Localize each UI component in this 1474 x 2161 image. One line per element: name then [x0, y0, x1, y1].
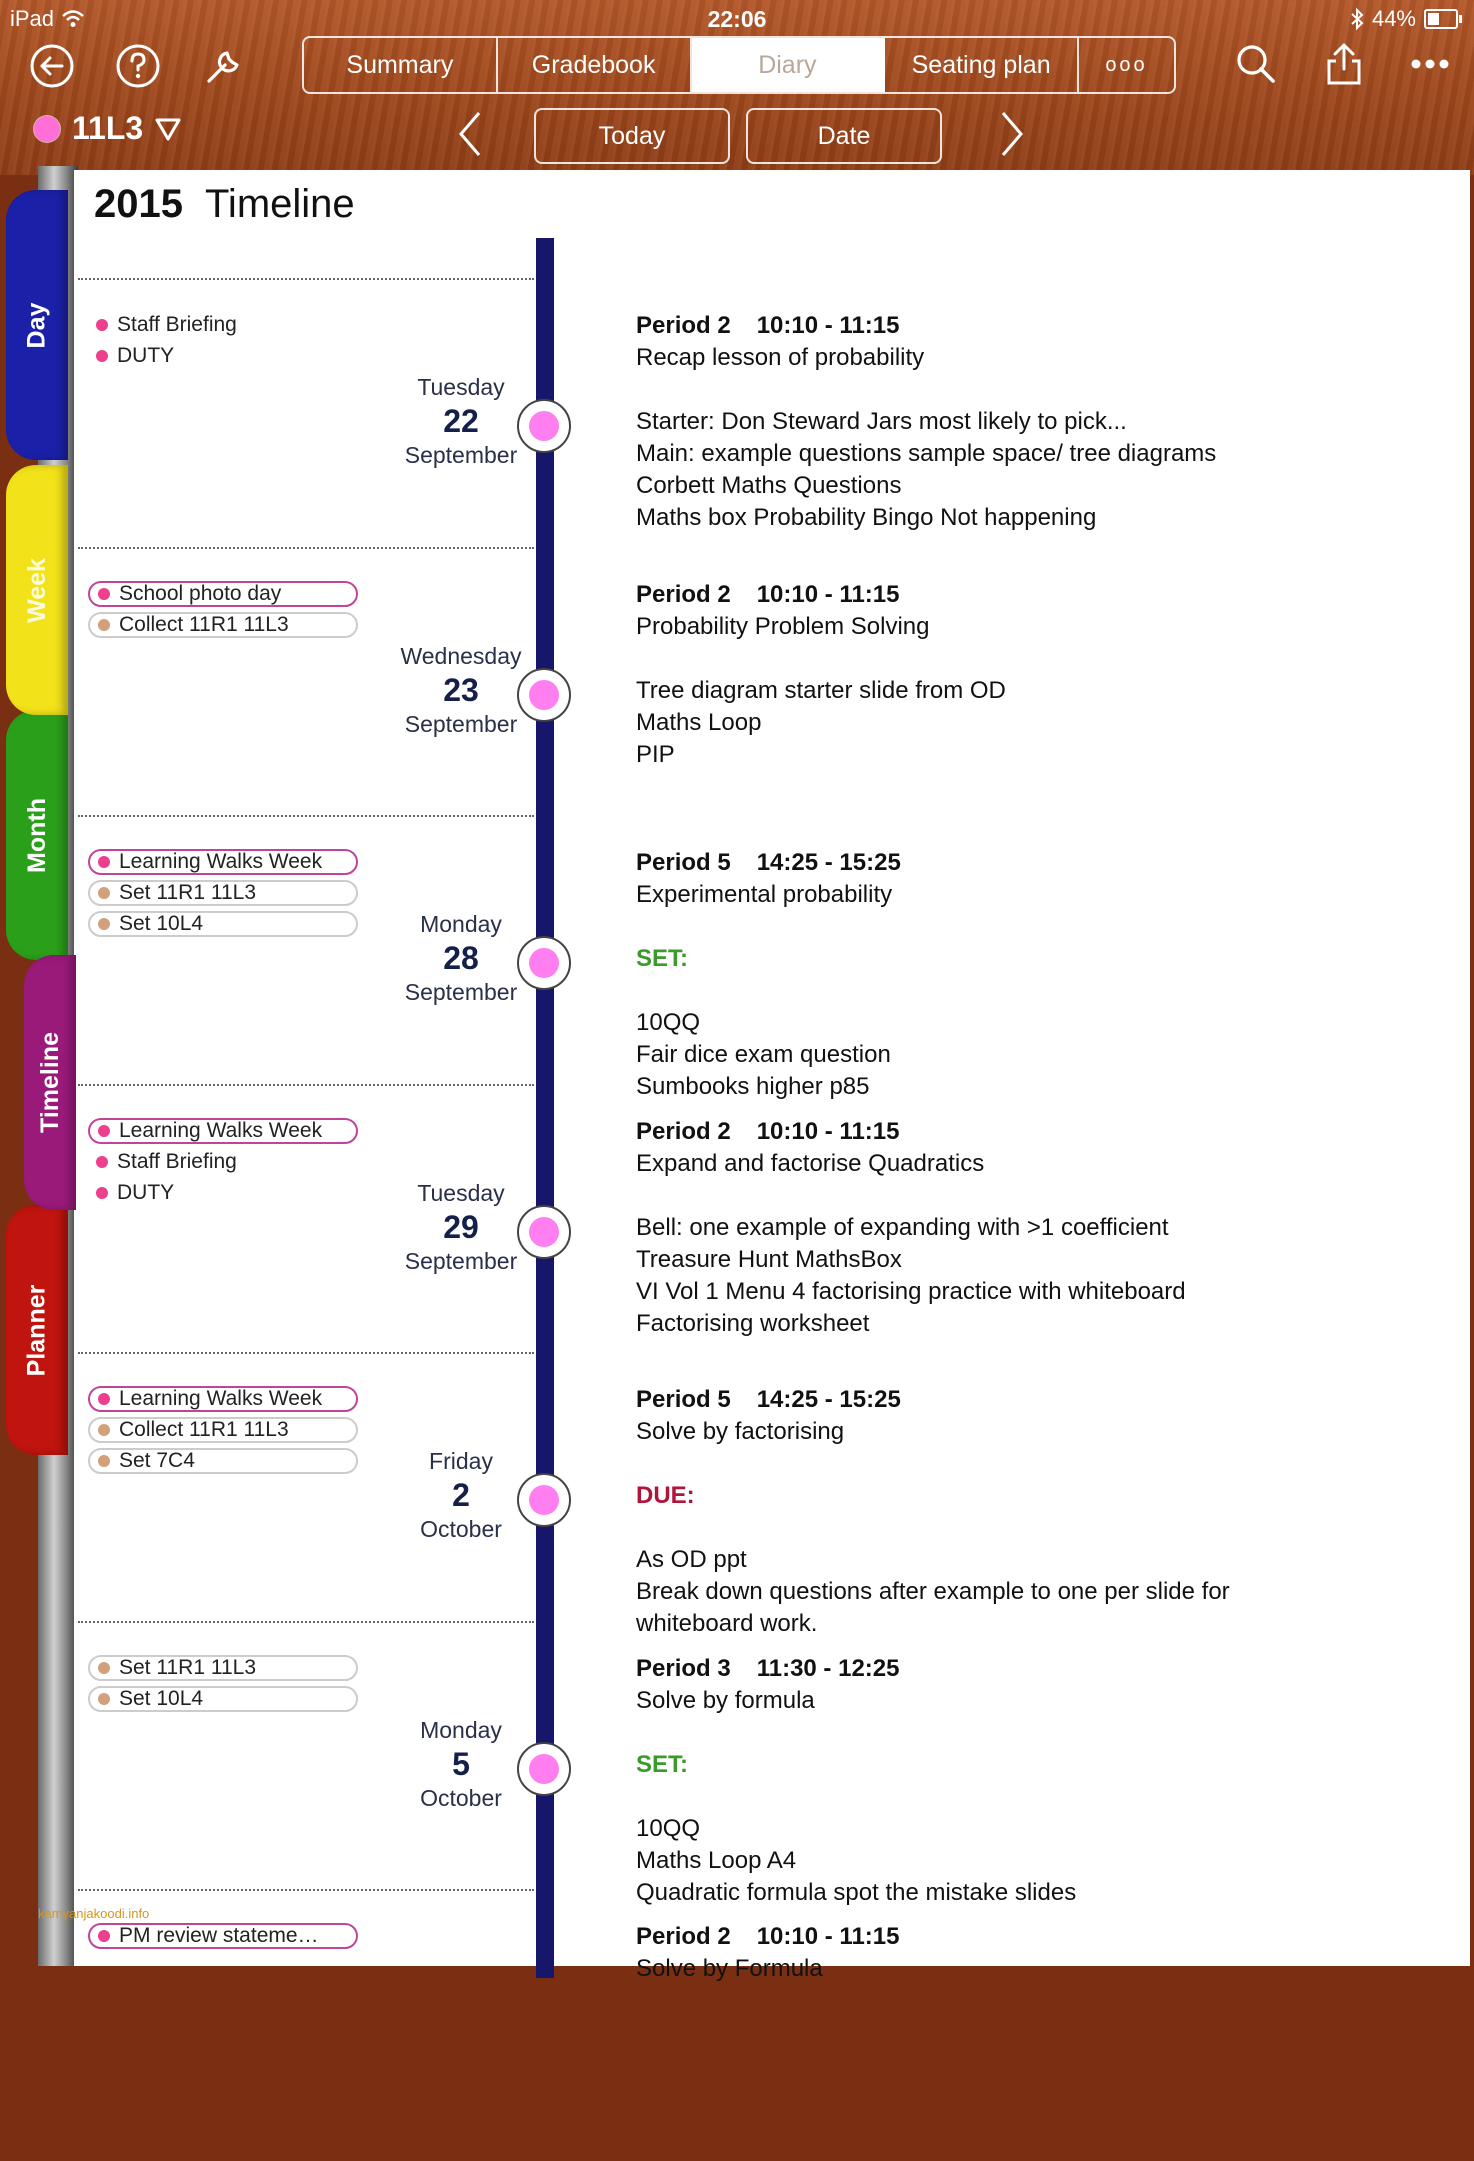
lesson-line: whiteboard work. — [636, 1610, 818, 1637]
period-time: 10:10 - 11:15 — [756, 1118, 900, 1145]
day-divider — [78, 815, 534, 817]
event-label: Set 7C4 — [119, 1449, 195, 1472]
battery-icon — [1424, 9, 1458, 29]
timeline-day[interactable] — [74, 1356, 1470, 1637]
lesson-set-label: SET: — [636, 945, 689, 972]
day-events — [88, 1655, 368, 1717]
period-time: 11:30 - 12:25 — [756, 1655, 900, 1682]
timeline-page — [74, 170, 1470, 1982]
event-label: Staff Briefing — [117, 1150, 237, 1173]
lesson-due-label: DUE: — [636, 1482, 695, 1509]
search-icon[interactable] — [1228, 36, 1284, 92]
day-divider — [78, 547, 534, 549]
event-item[interactable] — [88, 1655, 358, 1681]
event-label: Set 10L4 — [119, 1687, 204, 1710]
event-dot-icon — [98, 1393, 110, 1405]
lesson-line: Sumbooks higher p85 — [636, 1073, 870, 1100]
lesson-line — [636, 1180, 1416, 1212]
clock: 22:06 — [707, 6, 767, 32]
lesson-line: Starter: Don Steward Jars most likely to pick... — [636, 408, 1127, 435]
day-events — [88, 1923, 368, 1954]
watermark: kamyanjakoodi.info — [38, 1906, 150, 1921]
lesson-notes[interactable] — [636, 1116, 1416, 1352]
day-events — [88, 849, 368, 942]
lesson-line: Maths Loop A4 — [636, 1847, 797, 1874]
event-dot-icon — [98, 1693, 110, 1705]
date-button[interactable]: Date — [746, 108, 942, 164]
day-divider — [78, 1084, 534, 1086]
month-name: September — [404, 442, 518, 468]
wrench-icon[interactable] — [196, 38, 252, 94]
day-of-week: Tuesday — [417, 1180, 505, 1206]
event-label: Set 11R1 11L3 — [119, 1656, 256, 1679]
event-dot-icon — [98, 856, 110, 868]
event-dot-icon — [98, 1424, 110, 1436]
event-label: Collect 11R1 11L3 — [119, 1418, 289, 1441]
event-dot-icon — [98, 588, 110, 600]
event-item[interactable] — [88, 1686, 358, 1712]
page-title — [94, 182, 355, 227]
lesson-notes[interactable] — [636, 1384, 1416, 1637]
event-item[interactable] — [88, 911, 358, 937]
event-label: Collect 11R1 11L3 — [119, 613, 289, 636]
event-label: DUTY — [117, 344, 175, 367]
more-icon[interactable] — [1402, 36, 1458, 92]
lesson-line: Corbett Maths Questions — [636, 472, 902, 499]
day-number: 29 — [443, 1209, 479, 1245]
tab-seating-plan[interactable]: Seating plan — [885, 38, 1079, 92]
event-item[interactable] — [88, 1180, 368, 1206]
day-divider — [78, 1621, 534, 1623]
event-dot-icon — [98, 619, 110, 631]
lesson-line: Maths Loop — [636, 709, 762, 736]
lesson-line: Solve by Formula — [636, 1955, 823, 1982]
lesson-line — [636, 643, 1416, 675]
period-time: 14:25 - 15:25 — [756, 849, 901, 876]
main-tabs — [302, 36, 1176, 94]
app-header — [0, 0, 1474, 175]
day-of-week: Monday — [420, 911, 502, 937]
day-of-week: Tuesday — [417, 374, 505, 400]
event-label: Learning Walks Week — [119, 1387, 323, 1410]
device-name: iPad — [10, 6, 55, 31]
event-label: Learning Walks Week — [119, 1119, 323, 1142]
event-dot-icon — [96, 350, 108, 362]
lesson-notes[interactable] — [636, 310, 1416, 546]
period-time: 14:25 - 15:25 — [756, 1386, 901, 1413]
day-number: 23 — [443, 672, 479, 708]
lesson-line: Recap lesson of probability — [636, 344, 925, 371]
period-time: 10:10 - 11:15 — [756, 581, 900, 608]
class-name: 11L3 — [72, 110, 144, 146]
lesson-period — [636, 1653, 1416, 1685]
side-tab-day[interactable]: Day — [6, 190, 68, 460]
day-divider — [78, 1352, 534, 1354]
month-name: September — [404, 979, 518, 1005]
event-dot-icon — [98, 887, 110, 899]
event-label: DUTY — [117, 1181, 175, 1204]
battery-percent: 44% — [1371, 6, 1416, 31]
today-button[interactable]: Today — [534, 108, 730, 164]
event-item[interactable] — [88, 1386, 358, 1412]
event-label: School photo day — [119, 582, 282, 605]
lesson-line: Break down questions after example to one per slide for — [636, 1578, 1230, 1605]
timeline-day[interactable] — [74, 1625, 1470, 1906]
month-name: October — [420, 1516, 502, 1542]
event-item[interactable] — [88, 880, 358, 906]
lesson-line: Main: example questions sample space/ tree diagrams — [636, 440, 1217, 467]
class-selector[interactable] — [34, 110, 181, 147]
timeline-node-icon[interactable] — [517, 1473, 571, 1527]
event-item[interactable] — [88, 1448, 358, 1474]
tab-summary[interactable]: Summary — [304, 38, 498, 92]
event-dot-icon — [98, 1455, 110, 1467]
day-divider — [78, 278, 534, 280]
day-of-week: Wednesday — [400, 643, 522, 669]
bluetooth-icon — [1350, 8, 1364, 30]
period-time: 10:10 - 11:15 — [756, 312, 900, 339]
event-item[interactable] — [88, 312, 368, 338]
help-icon[interactable] — [110, 38, 166, 94]
month-name: September — [404, 1248, 518, 1274]
lesson-line — [636, 1448, 1416, 1480]
lesson-period — [636, 1921, 1416, 1953]
timeline-node-icon[interactable] — [517, 399, 571, 453]
event-item[interactable] — [88, 343, 368, 369]
tab-gradebook[interactable]: Gradebook — [498, 38, 692, 92]
timeline-node-icon[interactable] — [517, 668, 571, 722]
day-of-week: Friday — [429, 1448, 493, 1474]
event-item[interactable] — [88, 581, 358, 607]
page-heading: Timeline — [204, 182, 355, 226]
event-dot-icon — [96, 1156, 108, 1168]
side-tab-week[interactable]: Week — [6, 465, 68, 715]
lesson-line: Treasure Hunt MathsBox — [636, 1246, 902, 1273]
lesson-period — [636, 847, 1416, 879]
day-events — [88, 581, 368, 643]
event-label: Learning Walks Week — [119, 850, 323, 873]
month-name: October — [420, 1785, 502, 1811]
side-tab-month[interactable]: Month — [6, 710, 68, 960]
day-number: 2 — [452, 1477, 470, 1513]
lesson-line — [636, 911, 1416, 943]
lesson-period — [636, 579, 1416, 611]
lesson-line: Experimental probability — [636, 881, 893, 908]
timeline-node-icon[interactable] — [517, 1742, 571, 1796]
lesson-period — [636, 310, 1416, 342]
lesson-period — [636, 1384, 1416, 1416]
page-year: 2015 — [94, 182, 183, 226]
event-label: PM review stateme… — [119, 1924, 319, 1947]
tab-more[interactable]: ooo — [1105, 53, 1148, 76]
lesson-line: Solve by factorising — [636, 1418, 845, 1445]
event-label: Set 10L4 — [119, 912, 204, 935]
lesson-line: Probability Problem Solving — [636, 613, 930, 640]
period-label: Period 5 — [636, 1386, 731, 1413]
month-name: September — [404, 711, 518, 737]
event-item[interactable] — [88, 1923, 358, 1949]
event-label: Staff Briefing — [117, 313, 237, 336]
day-number: 5 — [452, 1746, 470, 1782]
lesson-line: As OD ppt — [636, 1546, 747, 1573]
period-label: Period 5 — [636, 849, 731, 876]
lesson-line: VI Vol 1 Menu 4 factorising practice with whiteboard — [636, 1278, 1186, 1305]
lesson-line: 10QQ — [636, 1009, 701, 1036]
next-chevron-icon[interactable] — [984, 106, 1040, 162]
day-events — [88, 1118, 368, 1211]
lesson-line — [636, 374, 1416, 406]
lesson-notes[interactable] — [636, 847, 1416, 1100]
class-color-dot — [34, 116, 60, 142]
period-label: Period 2 — [636, 1923, 731, 1950]
tab-diary[interactable]: Diary — [692, 38, 886, 92]
lesson-line — [636, 1512, 1416, 1544]
period-label: Period 3 — [636, 1655, 731, 1682]
dropdown-triangle-icon — [155, 117, 181, 141]
lesson-notes[interactable] — [636, 1921, 1416, 2157]
lesson-set-label: SET: — [636, 1751, 689, 1778]
lesson-notes[interactable] — [636, 1653, 1416, 1906]
timeline-day[interactable] — [74, 551, 1470, 819]
day-number: 22 — [443, 403, 479, 439]
timeline-day[interactable] — [74, 282, 1470, 550]
period-label: Period 2 — [636, 581, 731, 608]
lesson-line — [636, 1781, 1416, 1813]
side-tab-planner[interactable]: Planner — [6, 1205, 68, 1455]
event-item[interactable] — [88, 1417, 358, 1443]
event-item[interactable] — [88, 1149, 368, 1175]
event-dot-icon — [96, 319, 108, 331]
day-of-week: Monday — [420, 1717, 502, 1743]
period-label: Period 2 — [636, 312, 731, 339]
timeline-day[interactable] — [74, 819, 1470, 1100]
timeline-node-icon[interactable] — [517, 936, 571, 990]
event-item[interactable] — [88, 1118, 358, 1144]
lesson-line: Bell: one example of expanding with >1 coefficient — [636, 1214, 1169, 1241]
lesson-line: Tree diagram starter slide from OD — [636, 677, 1006, 704]
timeline-node-icon[interactable] — [517, 1205, 571, 1259]
lesson-line: PIP — [636, 741, 675, 768]
period-label: Period 2 — [636, 1118, 731, 1145]
lesson-line: Expand and factorise Quadratics — [636, 1150, 985, 1177]
day-divider — [78, 1889, 534, 1891]
timeline-day[interactable] — [74, 1088, 1470, 1356]
lesson-line: 10QQ — [636, 1815, 701, 1842]
event-dot-icon — [98, 918, 110, 930]
side-tab-timeline[interactable]: Timeline — [24, 955, 76, 1210]
lesson-line: Quadratic formula spot the mistake slides — [636, 1879, 1077, 1906]
lesson-line — [636, 1717, 1416, 1749]
lesson-line: Factorising worksheet — [636, 1310, 870, 1337]
lesson-line: Solve by formula — [636, 1687, 815, 1714]
event-item[interactable] — [88, 612, 358, 638]
day-events — [88, 1386, 368, 1479]
status-bar — [0, 4, 1474, 36]
lesson-line: Fair dice exam question — [636, 1041, 891, 1068]
lesson-period — [636, 1116, 1416, 1148]
event-label: Set 11R1 11L3 — [119, 881, 256, 904]
event-dot-icon — [96, 1187, 108, 1199]
day-number: 28 — [443, 940, 479, 976]
event-dot-icon — [98, 1662, 110, 1674]
lesson-line — [636, 975, 1416, 1007]
period-time: 10:10 - 11:15 — [756, 1923, 900, 1950]
lesson-line: Maths box Probability Bingo Not happening — [636, 504, 1097, 531]
event-item[interactable] — [88, 849, 358, 875]
share-icon[interactable] — [1316, 36, 1372, 92]
event-dot-icon — [98, 1125, 110, 1137]
back-arrow-icon[interactable] — [24, 38, 80, 94]
lesson-notes[interactable] — [636, 579, 1416, 815]
day-events — [88, 312, 368, 374]
timeline-day[interactable] — [74, 1893, 1470, 2161]
prev-chevron-icon[interactable] — [442, 106, 498, 162]
event-dot-icon — [98, 1930, 110, 1942]
